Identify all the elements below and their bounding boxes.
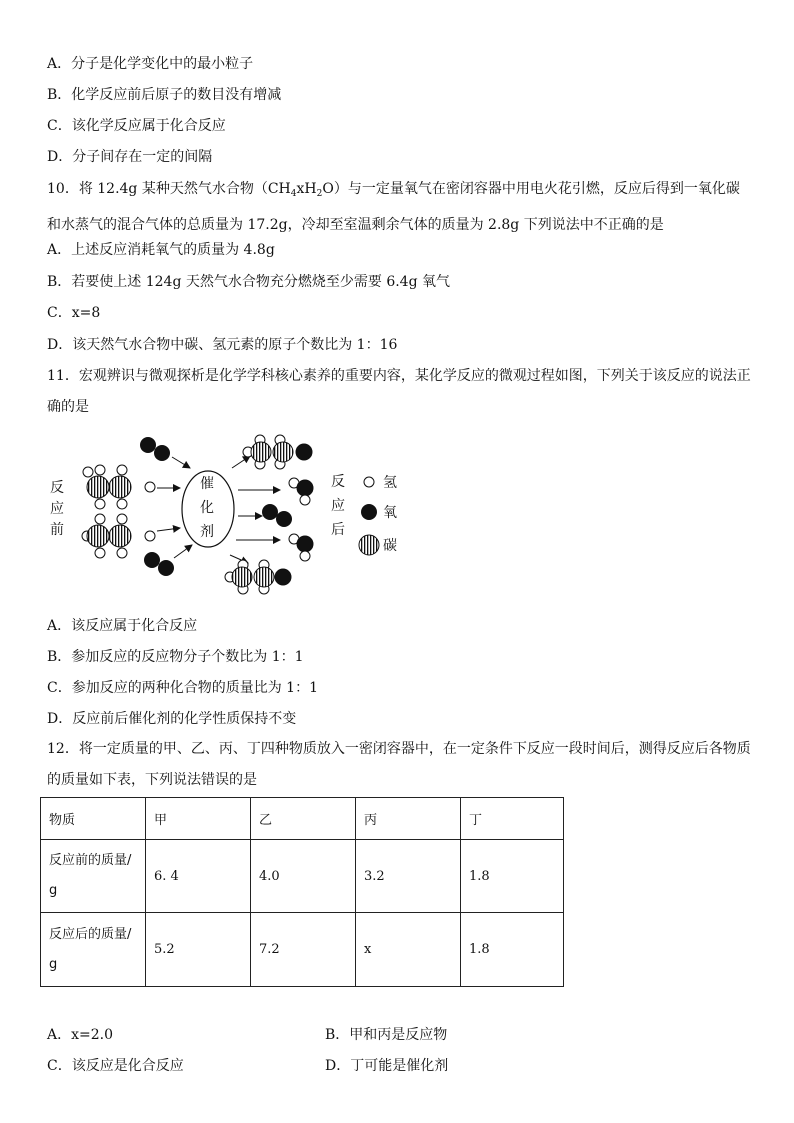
table-cell: 7.2 [251,913,356,987]
q9-option-b: B．化学反应前后原子的数目没有增减 [47,87,282,103]
table-cell: 反应后的质量/g [41,913,146,987]
table-cell: 1.8 [461,840,564,913]
product-molecule-4 [289,534,313,561]
reactant-molecule-2 [82,514,155,558]
table-cell: 反应前的质量/g [41,840,146,913]
q11-option-a: A．该反应属于化合反应 [47,618,198,634]
table-header-cell: 物质 [41,798,146,840]
legend-carbon-icon [359,535,379,555]
q10-option-d: D．该天然气水合物中碳、氢元素的原子个数比为 1：16 [47,337,398,353]
product-molecule-bottom [225,560,291,594]
q11-option-b: B．参加反应的反应物分子个数比为 1：1 [47,649,304,665]
molecule-diagram-svg [40,400,420,610]
q12-option-b: B．甲和丙是反应物 [325,1027,448,1043]
table-cell: 5.2 [146,913,251,987]
table-header-cell: 乙 [251,798,356,840]
after-label: 反 应 后 [331,474,345,538]
table-cell: 6. 4 [146,840,251,913]
table-row [41,840,564,913]
table-header-cell: 丁 [461,798,564,840]
product-molecule-top [243,435,312,469]
q11-option-d: D．反应前后催化剂的化学性质保持不变 [47,711,297,727]
q11-stem: 11．宏观辨识与微观探析是化学学科核心素养的重要内容，某化学反应的微观过程如图，下列关于该反应的说法正确的是 [47,368,751,415]
q10-option-c: C．x=8 [47,305,101,321]
legend-oxygen-label: 氧 [383,505,397,521]
q10-option-b: B．若要使上述 124g 天然气水合物充分燃烧至少需要 6.4g 氧气 [47,274,450,290]
table-cell: 1.8 [461,913,564,987]
legend-hydrogen-label: 氢 [383,475,397,491]
q9-option-a: A．分子是化学变化中的最小粒子 [47,56,254,72]
table-cell: 4.0 [251,840,356,913]
q9-option-c: C．该化学反应属于化合反应 [47,118,226,134]
product-oxygen [262,504,292,527]
legend-oxygen-icon [361,504,377,520]
table-cell: 3.2 [356,840,461,913]
table-header-cell: 丙 [356,798,461,840]
legend-carbon-label: 碳 [383,538,397,554]
table-header-row [41,798,564,840]
before-label: 反 应 前 [50,480,64,538]
q9-option-d: D．分子间存在一定的间隔 [47,149,213,165]
catalyst-label: 催 化 剂 [200,476,214,540]
q10-stem: 10．将 12.4g 某种天然气水合物$(CH_4xH_2O)$与一定量氧气在密闭容器中用电火花引燃，反应后得到一氧化碳和水蒸气的混合气体的总质量为 17.2g，冷却至室温剩余气体的质量为 2.8g 下列说法中不正确的是 [47,181,740,233]
q12-option-a: A．x=2.0 [47,1027,114,1043]
reaction-diagram [40,400,420,610]
mass-table [40,797,564,987]
oxygen-molecule-top [140,437,170,461]
product-molecule-2 [289,478,313,505]
table-cell: x [356,913,461,987]
table-row [41,913,564,987]
table-header-cell: 甲 [146,798,251,840]
q12-option-c: C．该反应是化合反应 [47,1058,184,1074]
reactant-molecule-1 [83,465,155,509]
oxygen-molecule-bottom [144,552,174,576]
q12-stem: 12．将一定质量的甲、乙、丙、丁四种物质放入一密闭容器中，在一定条件下反应一段时间后，测得反应后各物质的质量如下表，下列说法错误的是 [47,741,751,788]
q11-option-c: C．参加反应的两种化合物的质量比为 1：1 [47,680,318,696]
legend-hydrogen-icon [364,477,374,487]
q10-option-a: A．上述反应消耗氧气的质量为 4.8g [47,242,275,258]
q12-option-d: D．丁可能是催化剂 [325,1058,449,1074]
